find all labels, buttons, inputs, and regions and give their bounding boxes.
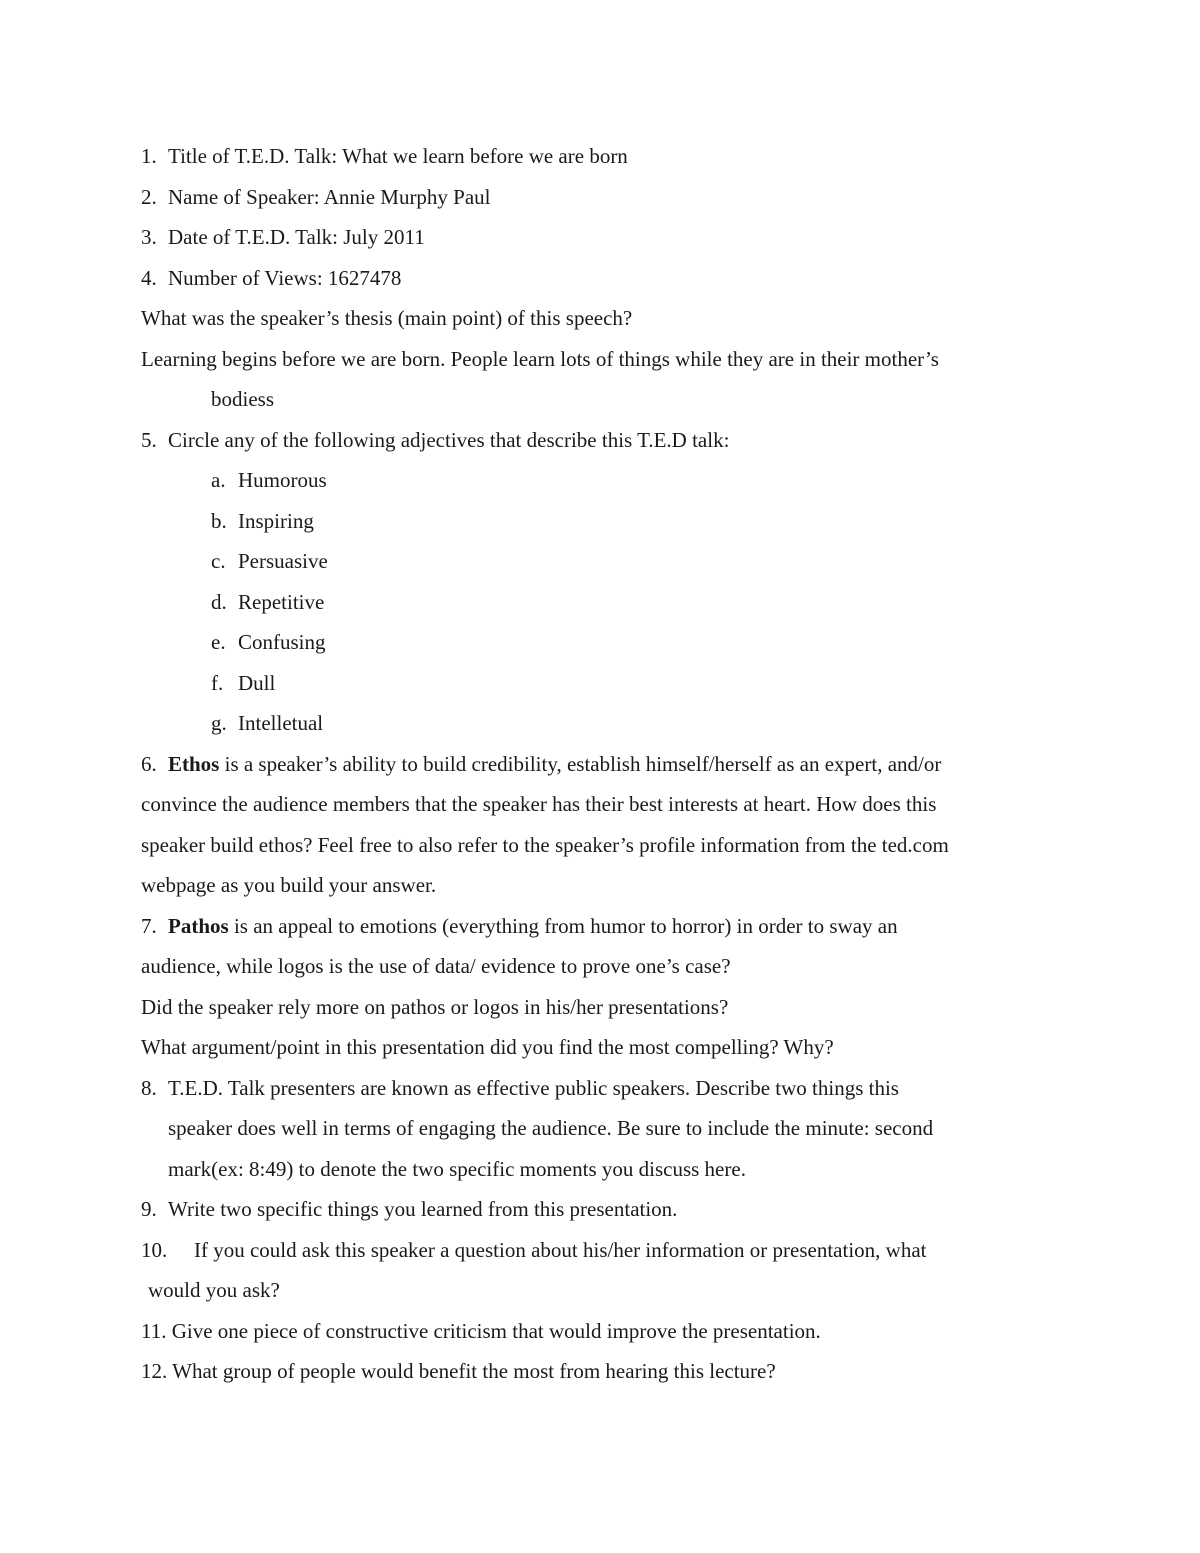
item-number: 3.	[141, 225, 157, 249]
item-text: Date of T.E.D. Talk: July 2011	[168, 225, 425, 249]
item-9	[141, 1189, 1061, 1230]
item-text: T.E.D. Talk presenters are known as effective public speakers. Describe two things this	[168, 1075, 899, 1100]
adjective-letter: f.	[211, 670, 224, 695]
item-11: 11. Give one piece of constructive criticism that would improve the presentation.	[141, 1318, 821, 1343]
adjective-item	[141, 460, 1061, 501]
item-8-line-2: speaker does well in terms of engaging the audience. Be sure to include the minute: second	[168, 1116, 934, 1140]
document-body	[141, 136, 1061, 1392]
item-number: 7.	[141, 913, 157, 938]
item-7-line-2: audience, while logos is the use of data/ evidence to prove one’s case?	[141, 954, 731, 978]
item-4	[141, 258, 1061, 299]
ethos-term: Ethos	[168, 751, 220, 776]
item-number: 9.	[141, 1197, 157, 1221]
adjective-text: Inspiring	[238, 508, 314, 533]
adjective-letter: c.	[211, 549, 226, 573]
item-6-line-1	[141, 744, 1061, 785]
item-5	[141, 420, 1061, 461]
item-text: Circle any of the following adjectives that describe this T.E.D talk:	[168, 427, 730, 452]
item-10-line-2: would you ask?	[148, 1278, 280, 1302]
adjective-text: Persuasive	[238, 549, 328, 573]
item-text: Write two specific things you learned from this presentation.	[168, 1197, 678, 1221]
item-text: Title of T.E.D. Talk: What we learn before we are born	[168, 144, 628, 168]
item-2	[141, 177, 1061, 218]
item-text: Number of Views: 1627478	[168, 265, 402, 290]
item-number: 8.	[141, 1075, 157, 1100]
adjective-item	[141, 582, 1061, 623]
thesis-question: What was the speaker’s thesis (main point) of this speech?	[141, 306, 633, 330]
adjective-text: Intelletual	[238, 711, 324, 735]
adjective-letter: b.	[211, 508, 227, 533]
pathos-term: Pathos	[168, 913, 229, 938]
adjective-item	[141, 703, 1061, 744]
adjective-item	[141, 501, 1061, 542]
item-number: 2.	[141, 184, 157, 209]
item-6-line-3: speaker build ethos? Feel free to also refer to the speaker’s profile information from the ted.com	[141, 832, 949, 857]
adjective-letter: d.	[211, 589, 227, 614]
item-6-line-2: convince the audience members that the speaker has their best interests at heart. How does this	[141, 792, 937, 816]
item-text: is a speaker’s ability to build credibility, establish himself/herself as an expert, and/or	[219, 751, 942, 776]
item-7-line-3: Did the speaker rely more on pathos or logos in his/her presentations?	[141, 994, 729, 1019]
item-7-line-1	[141, 906, 1061, 947]
item-6-line-4: webpage as you build your answer.	[141, 873, 437, 897]
item-number: 1.	[141, 144, 157, 168]
adjective-item	[141, 622, 1061, 663]
adjective-letter: g.	[211, 711, 227, 735]
adjective-text: Confusing	[238, 630, 326, 654]
item-12: 12. What group of people would benefit the most from hearing this lecture?	[141, 1359, 776, 1383]
item-text: Name of Speaker: Annie Murphy Paul	[168, 184, 491, 209]
item-number: 5.	[141, 427, 157, 452]
item-text: is an appeal to emotions (everything from humor to horror) in order to sway an	[228, 913, 898, 938]
thesis-answer-line-2: bodiess	[211, 387, 274, 411]
item-10-line-1	[141, 1230, 1061, 1271]
adjective-letter: a.	[211, 468, 226, 492]
adjective-text: Dull	[238, 670, 276, 695]
adjective-item	[141, 541, 1061, 582]
adjective-text: Humorous	[238, 468, 327, 492]
item-7-line-4: What argument/point in this presentation did you find the most compelling? Why?	[141, 1035, 834, 1059]
item-8-line-3: mark(ex: 8:49) to denote the two specific moments you discuss here.	[168, 1156, 746, 1181]
item-1	[141, 136, 1061, 177]
item-3	[141, 217, 1061, 258]
item-number: 4.	[141, 265, 157, 290]
adjective-letter: e.	[211, 630, 226, 654]
item-text: If you could ask this speaker a question about his/her information or presentation, what	[194, 1237, 927, 1262]
item-8-line-1	[141, 1068, 1061, 1109]
adjective-item	[141, 663, 1061, 704]
adjective-text: Repetitive	[238, 589, 325, 614]
item-number: 6.	[141, 751, 157, 776]
item-number: 10.	[141, 1237, 168, 1262]
thesis-answer-line-1: Learning begins before we are born. People learn lots of things while they are in their mother’s	[141, 346, 939, 371]
